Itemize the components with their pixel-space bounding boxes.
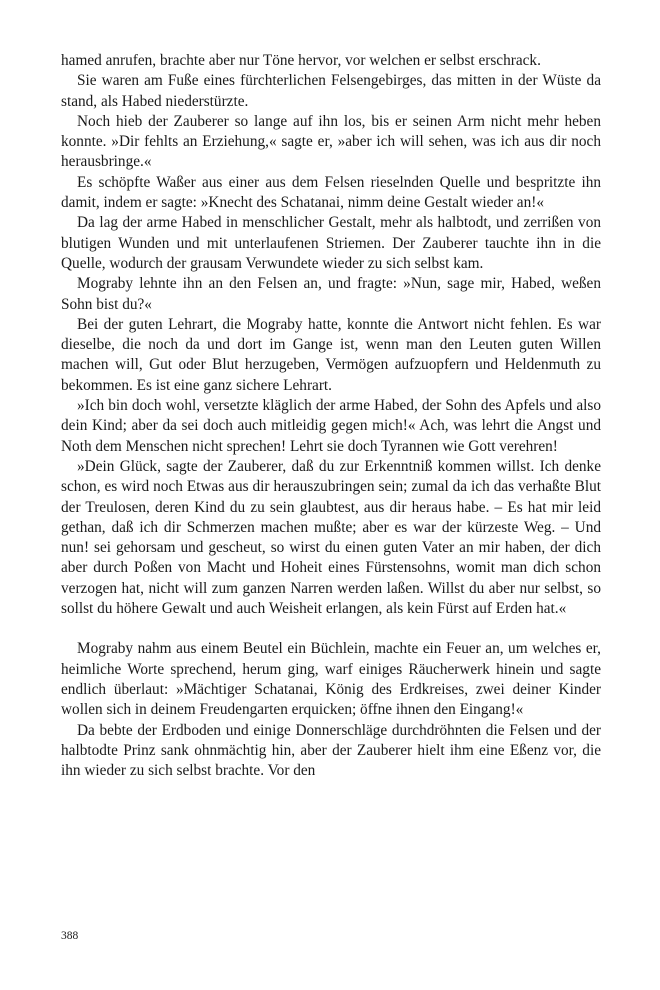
paragraph: »Dein Glück, sagte der Zauberer, daß du zur Erkenntniß kommen willst. Ich denke schon, es wird noch Etwas aus dir herauszubringen sein; zumal da ich das verhaßte Blut der Treulosen, deren Kind du zu sein glaubtest, aus dir heraus habe. – Es hat mir leid gethan, daß ich dir Schmerzen machen mußte; aber es war der kürzeste Weg. – Und nun! sei gehorsam und gescheut, so wirst du einen guten Vater an mir haben, der dich aber durch Poßen von Macht und Hoheit eines Fürstensohns, womit man dich schon verzogen hat, nicht will zum ganzen Narren werden laßen. Willst du aber nur selbst, so sollst du höhere Gewalt und auch Weisheit erlangen, als kein Fürst auf Erden hat.« — [61, 457, 601, 618]
paragraph: Sie waren am Fuße eines fürchterlichen Felsengebirges, das mitten in der Wüste da stand, als Habed niederstürzte. — [61, 72, 601, 110]
page-number: 388 — [61, 930, 79, 942]
paragraph: Noch hieb der Zauberer so lange auf ihn los, bis er seinen Arm nicht mehr heben konnte. »Dir fehlts an Erziehung,« sagte er, »aber ich will sehen, was ich aus dir noch herausbringe.« — [61, 112, 601, 171]
paragraph: Es schöpfte Waßer aus einer aus dem Felsen rieselnden Quelle und bespritzte ihn damit, indem er sagte: »Knecht des Schatanai, nimm deine Gestalt wieder an!« — [61, 173, 601, 212]
page-body — [61, 51, 601, 781]
paragraph: Mograby nahm aus einem Beutel ein Büchlein, machte ein Feuer an, um welches er, heimliche Worte sprechend, herum ging, warf einiges Räucherwerk hinein und sagte endlich überlaut: »Mächtiger Schatanai, König des Erdkreises, zwei deiner Kinder wollen sich in deinem Freudengarten erquicken; öffne ihnen den Eingang!« — [61, 640, 601, 719]
paragraph: Mograby lehnte ihn an den Felsen an, und fragte: »Nun, sage mir, Habed, weßen Sohn bist du?« — [61, 275, 601, 313]
paragraph: Da lag der arme Habed in menschlicher Gestalt, mehr als halbtodt, und zerrißen von blutigen Wunden und mit unterlaufenen Striemen. Der Zauberer tauchte ihn in die Quelle, wodurch der grausam Verwundete wieder zu sich selbst kam. — [61, 214, 601, 272]
paragraph: hamed anrufen, brachte aber nur Töne hervor, vor welchen er selbst erschrack. — [61, 52, 541, 69]
paragraph: »Ich bin doch wohl, versetzte kläglich der arme Habed, der Sohn des Apfels und also dein Kind; aber da sei doch auch mitleidig gegen mich!« Ach, was lehrt die Angst und Noth dem Menschen nicht sprechen! Lehrt sie doch Tyrannen wie Gott verehren! — [61, 397, 601, 455]
paragraph: Bei der guten Lehrart, die Mograby hatte, konnte die Antwort nicht fehlen. Es war dieselbe, die noch da und dort im Gange ist, wenn man den Leuten guten Willen machen will, Gut oder Blut herzugeben, Vermögen aufzuopfern und Heldenmuth zu bekommen. Es ist eine ganz sichere Lehrart. — [61, 315, 601, 394]
paragraph: Da bebte der Erdboden und einige Donnerschläge durchdröhnten die Felsen und der halbtodte Prinz sank ohnmächtig hin, aber der Zauberer hielt ihm eine Eßenz vor, die ihn wieder zu sich selbst brachte. Vor den — [61, 721, 601, 780]
